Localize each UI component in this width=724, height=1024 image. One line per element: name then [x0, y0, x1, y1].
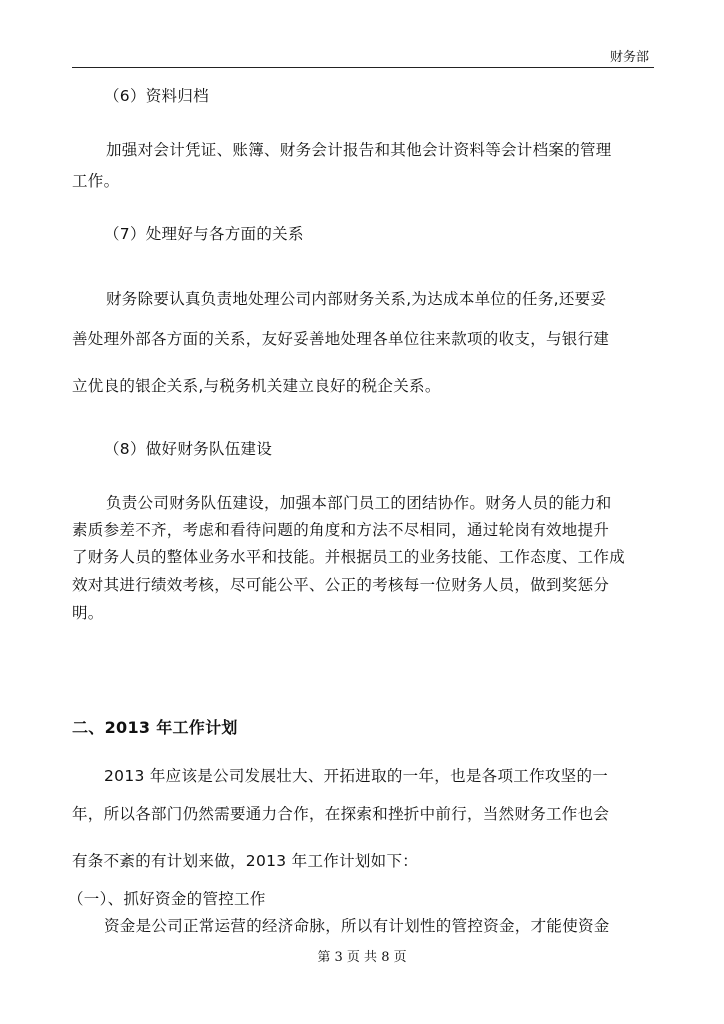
- subsection-heading-8: （8）做好财务队伍建设: [104, 440, 273, 458]
- paragraph-line: 立优良的银企关系,与税务机关建立良好的税企关系。: [72, 377, 441, 395]
- paragraph-line: 效对其进行绩效考核，尽可能公平、公正的考核每一位财务人员，做到奖惩分: [72, 576, 610, 594]
- header-rule: [72, 67, 654, 68]
- paragraph-line: 工作。: [72, 172, 120, 190]
- subsection-heading-7: （7）处理好与各方面的关系: [104, 225, 304, 243]
- paragraph-line: 加强对会计凭证、账簿、财务会计报告和其他会计资料等会计档案的管理: [106, 141, 612, 159]
- section-heading: 二、2013 年工作计划: [72, 718, 238, 737]
- paragraph-line: 有条不紊的有计划来做，2013 年工作计划如下：: [72, 852, 419, 870]
- subsection-heading-1: （一）、抓好资金的管控工作: [68, 890, 266, 908]
- paragraph-line: 资金是公司正常运营的经济命脉，所以有计划性的管控资金，才能使资金: [104, 917, 610, 935]
- paragraph-line: 2013 年应该是公司发展壮大、开拓进取的一年，也是各项工作攻坚的一: [104, 767, 609, 785]
- paragraph-line: 了财务人员的整体业务水平和技能。并根据员工的业务技能、工作态度、工作成: [72, 548, 626, 566]
- paragraph-line: 明。: [72, 604, 104, 622]
- page-footer: 第 3 页 共 8 页: [317, 950, 407, 965]
- subsection-heading-6: （6）资料归档: [104, 87, 209, 105]
- paragraph-line: 负责公司财务队伍建设，加强本部门员工的团结协作。财务人员的能力和: [106, 494, 612, 512]
- header-department: 财务部: [609, 50, 649, 65]
- paragraph-line: 素质参差不齐，考虑和看待问题的角度和方法不尽相同，通过轮岗有效地提升: [72, 521, 610, 539]
- paragraph-line: 财务除要认真负责地处理公司内部财务关系,为达成本单位的任务,还要妥: [106, 290, 607, 308]
- paragraph-line: 善处理外部各方面的关系，友好妥善地处理各单位往来款项的收支，与银行建: [72, 330, 610, 348]
- paragraph-line: 年，所以各部门仍然需要通力合作，在探索和挫折中前行，当然财务工作也会: [72, 805, 610, 823]
